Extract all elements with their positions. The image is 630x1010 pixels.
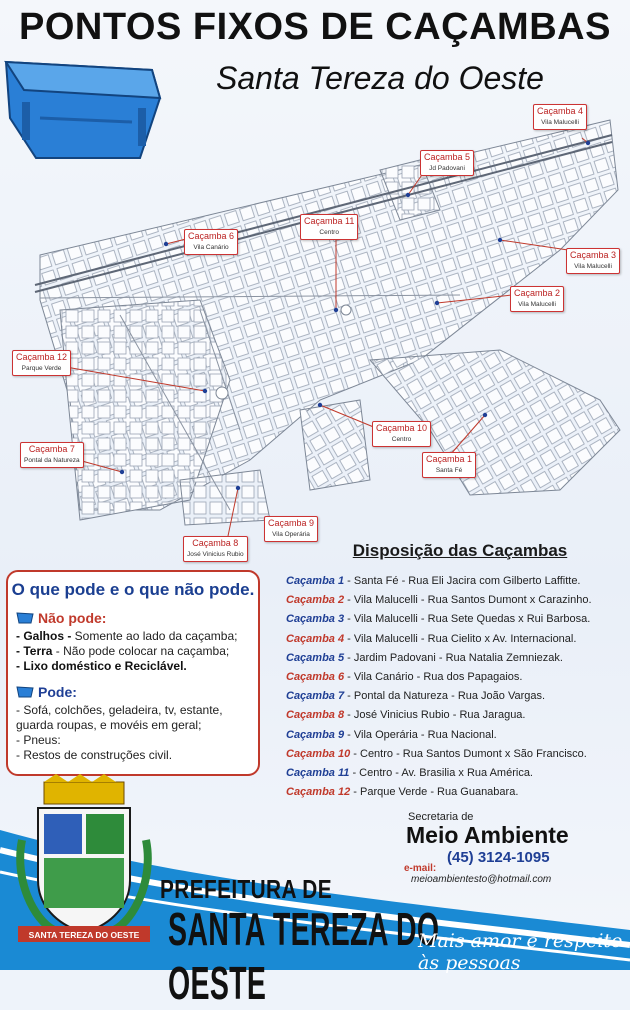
city-crest-logo bbox=[14, 780, 154, 950]
nao-pode-section: Não pode: bbox=[16, 609, 106, 626]
email-label: e-mail: bbox=[404, 863, 437, 874]
cacamba-label: Caçamba 8 bbox=[286, 709, 345, 722]
rules-heading: O que pode e o que não pode. bbox=[11, 580, 255, 599]
list-item bbox=[286, 783, 592, 802]
rules-panel bbox=[6, 570, 260, 776]
page-title: PONTOS FIXOS DE CAÇAMBAS bbox=[19, 6, 611, 48]
list-item: - Pneus: bbox=[16, 733, 61, 747]
cacamba-label: Caçamba 4 bbox=[286, 632, 345, 645]
cacamba-label: Caçamba 10 bbox=[286, 747, 351, 760]
disposicao-title: Disposição das Caçambas bbox=[352, 541, 568, 560]
cacamba-label: Caçamba 5 bbox=[286, 651, 345, 664]
list-item bbox=[286, 706, 592, 725]
map-label-cacamba-12: Caçamba 12 Parque Verde bbox=[12, 350, 71, 376]
cacamba-address: - Centro - Av. Brasilia x Rua América. bbox=[349, 767, 533, 780]
cacamba-address: - Vila Canário - Rua dos Papagaios. bbox=[344, 671, 523, 684]
map-label-cacamba-7: Caçamba 7 Pontal da Natureza bbox=[20, 442, 84, 468]
pode-list bbox=[16, 703, 223, 763]
secretaria-label: Secretaria de bbox=[408, 811, 474, 823]
page-subtitle: Santa Tereza do Oeste bbox=[216, 60, 544, 96]
cacamba-address: - Centro - Rua Santos Dumont x São Francisco. bbox=[350, 747, 587, 760]
list-item bbox=[286, 687, 592, 706]
list-item bbox=[286, 572, 592, 591]
cacamba-label: Caçamba 6 bbox=[286, 671, 345, 684]
list-item: - Restos de construções civil. bbox=[16, 748, 173, 762]
dumpster-bullet-icon bbox=[16, 686, 34, 698]
list-item: - Sofá, colchões, geladeira, tv, estante, bbox=[16, 703, 223, 717]
dumpster-bullet-icon bbox=[16, 612, 34, 624]
cacamba-address: - Vila Operária - Rua Nacional. bbox=[344, 728, 497, 741]
map-label-cacamba-1: Caçamba 1 Santa Fé bbox=[422, 452, 476, 478]
list-item: guarda roupas, e movéis em geral; bbox=[16, 718, 202, 732]
cacamba-label: Caçamba 11 bbox=[286, 767, 350, 780]
map-label-cacamba-4: Caçamba 4 Vila Malucelli bbox=[533, 104, 587, 130]
cacamba-address: - Vila Malucelli - Rua Cielito x Av. Internacional. bbox=[344, 632, 577, 645]
list-item bbox=[286, 764, 592, 783]
cacamba-label: Caçamba 12 bbox=[286, 786, 351, 799]
map-label-cacamba-10: Caçamba 10 Centro bbox=[372, 421, 431, 447]
list-item bbox=[286, 668, 592, 687]
list-item bbox=[286, 726, 592, 745]
map-label-cacamba-8: Caçamba 8 José Vinicius Rubio bbox=[183, 536, 248, 562]
cacamba-address: - José Vinicius Rubio - Rua Jaragua. bbox=[344, 709, 526, 722]
map-label-cacamba-11: Caçamba 11 Centro bbox=[300, 214, 358, 240]
city-name: SANTA TEREZA DO OESTE bbox=[168, 903, 440, 1009]
prefeitura-label: PREFEITURA DE bbox=[160, 874, 332, 904]
cacamba-address: - Pontal da Natureza - Rua João Vargas. bbox=[344, 690, 546, 703]
nao-pode-list bbox=[16, 629, 237, 674]
list-item bbox=[286, 591, 592, 610]
pode-section: Pode: bbox=[16, 683, 77, 700]
department-name: Meio Ambiente bbox=[406, 822, 569, 848]
list-item: - Terra - Não pode colocar na caçamba; bbox=[16, 644, 230, 658]
map-label-cacamba-9: Caçamba 9 Vila Operária bbox=[264, 516, 318, 542]
cacamba-address: - Vila Malucelli - Rua Sete Quedas x Rui Barbosa. bbox=[344, 613, 591, 626]
cacamba-label: Caçamba 7 bbox=[286, 690, 345, 703]
list-item: - Galhos - Somente ao lado da caçamba; bbox=[16, 629, 238, 643]
cacamba-address: - Parque Verde - Rua Guanabara. bbox=[350, 786, 519, 799]
list-item bbox=[286, 745, 592, 764]
list-item: - Lixo doméstico e Reciclável. bbox=[16, 659, 187, 673]
cacamba-label: Caçamba 9 bbox=[286, 728, 345, 741]
cacamba-address: - Jardim Padovani - Rua Natalia Zemniezak. bbox=[344, 651, 563, 664]
crest-ribbon-text: SANTA TEREZA DO OESTE bbox=[28, 930, 140, 940]
cacamba-label: Caçamba 2 bbox=[286, 594, 345, 607]
list-item bbox=[286, 610, 592, 629]
map-label-cacamba-5: Caçamba 5 Jd Padovani bbox=[420, 150, 474, 176]
list-item bbox=[286, 630, 592, 649]
list-item bbox=[286, 649, 592, 668]
cacamba-address: - Santa Fé - Rua Eli Jacira com Gilberto Laffitte. bbox=[344, 575, 581, 587]
city-map bbox=[0, 100, 630, 540]
slogan: Mais amor e respeito às pessoas bbox=[418, 930, 623, 974]
phone-number: (45) 3124-1095 bbox=[447, 849, 550, 866]
cacamba-label: Caçamba 1 bbox=[286, 575, 345, 587]
map-label-cacamba-2: Caçamba 2 Vila Malucelli bbox=[510, 286, 564, 312]
disposicao-list bbox=[286, 572, 592, 802]
map-label-cacamba-6: Caçamba 6 Vila Canário bbox=[184, 229, 238, 255]
cacamba-label: Caçamba 3 bbox=[286, 613, 345, 626]
email-address[interactable]: meioambientesto@hotmail.com bbox=[411, 874, 552, 885]
cacamba-address: - Vila Malucelli - Rua Santos Dumont x Carazinho. bbox=[344, 594, 592, 607]
map-label-cacamba-3: Caçamba 3 Vila Malucelli bbox=[566, 248, 620, 274]
